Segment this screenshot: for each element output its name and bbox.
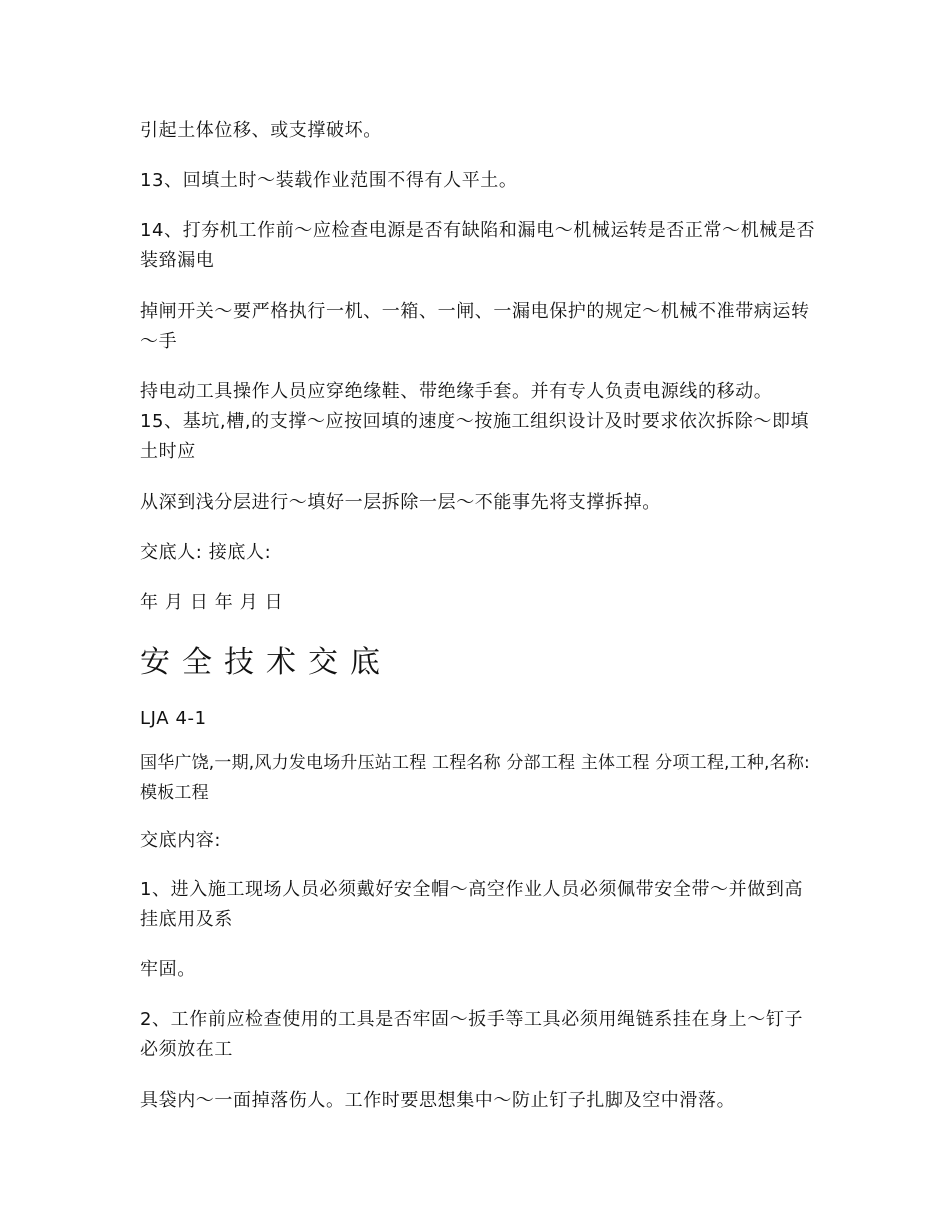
paragraph-item-13: 13、回填土时～装载作业范围不得有人平土。 (140, 170, 518, 191)
section-heading: 安全技术交底 (140, 645, 392, 680)
project-info: 国华广饶,一期,风力发电场升压站工程 工程名称 分部工程 主体工程 分项工程,工种,名称:模板工程 (140, 753, 810, 803)
content-label: 交底内容: (140, 830, 222, 851)
paragraph-soil-displacement: 引起土体位移、或支撑破坏。 (140, 120, 382, 141)
paragraph-layered-backfill: 从深到浅分层进行～填好一层拆除一层～不能事先将支撑拆掉。 (140, 492, 661, 513)
paragraph-breaker-switch: 掉闸开关～要严格执行一机、一箱、一闸、一漏电保护的规定～机械不准带病运转～手 (140, 301, 810, 352)
signature-line: 交底人: 接底人: (140, 542, 272, 563)
paragraph-item-1: 1、进入施工现场人员必须戴好安全帽～高空作业人员必须佩带安全带～并做到高挂底用及系 (140, 879, 804, 930)
paragraph-tool-bag: 具袋内～一面掉落伤人。工作时要思想集中～防止钉子扎脚及空中滑落。 (140, 1090, 736, 1111)
paragraph-secure: 牢固。 (140, 959, 196, 980)
date-line: 年 月 日 年 月 日 (140, 592, 284, 613)
document-code: LJA 4-1 (140, 708, 207, 729)
paragraph-item-2: 2、工作前应检查使用的工具是否牢固～扳手等工具必须用绳链系挂在身上～钉子必须放在工 (140, 1009, 804, 1060)
paragraph-power-tools: 持电动工具操作人员应穿绝缘鞋、带绝缘手套。并有专人负责电源线的移动。 15、基坑,槽,的支撑～应按回填的速度～按施工组织设计及时要求依次拆除～即填土时应 (140, 381, 810, 462)
paragraph-item-14: 14、打夯机工作前～应检查电源是否有缺陷和漏电～机械运转是否正常～机械是否装臵漏电 (140, 220, 816, 271)
